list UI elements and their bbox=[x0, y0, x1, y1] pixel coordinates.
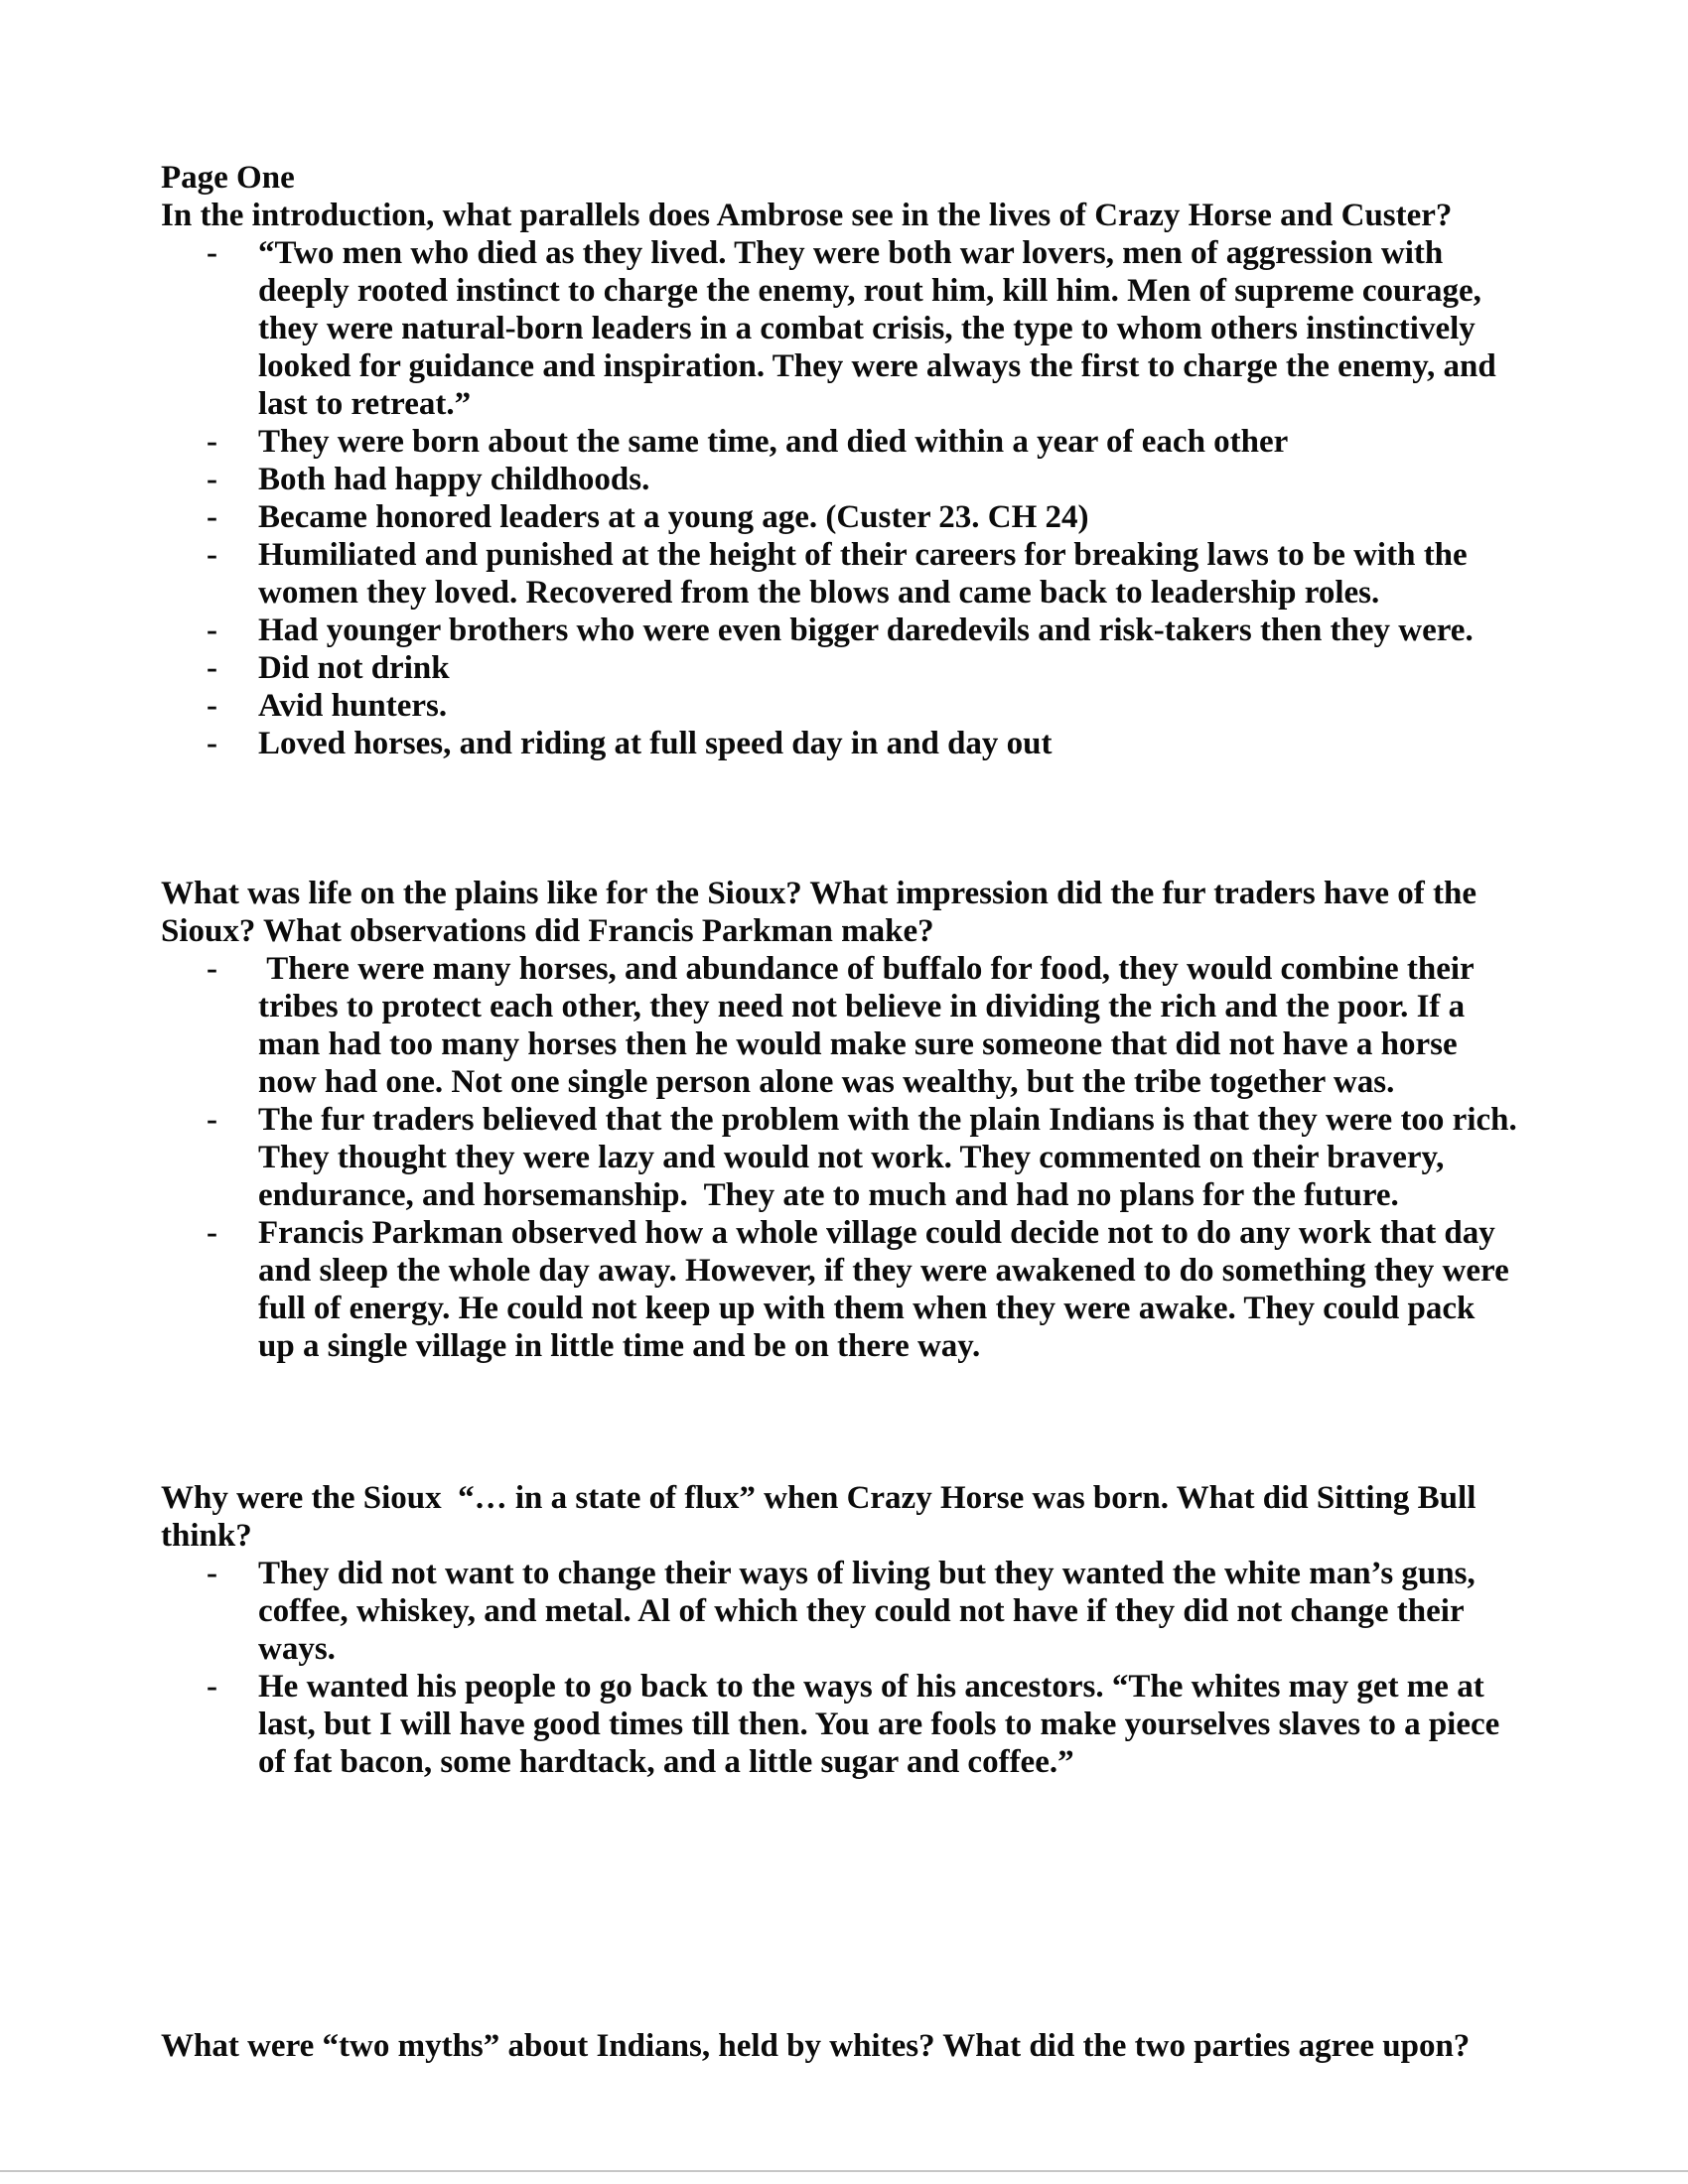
bullet-text: Had younger brothers who were even bigger daredevils and risk-takers then they were. bbox=[258, 613, 1474, 648]
section-parallels bbox=[161, 159, 1519, 762]
bullet-text: Francis Parkman observed how a whole village could decide not to do any work that day and sleep the whole day away. However, if they were awakened to do something they were full of energy. He could not keep up with them when they were awake. They could pack up a single village in little time and be on there way. bbox=[258, 1215, 1517, 1364]
bullet-dash-icon: - bbox=[207, 613, 217, 648]
bullet-dash-icon: - bbox=[207, 688, 217, 724]
section-heading: Why were the Sioux “… in a state of flux” when Crazy Horse was born. What did Sitting Bull think? bbox=[161, 1480, 1484, 1554]
bullet-dash-icon: - bbox=[207, 462, 217, 497]
bullet-text: The fur traders believed that the problem with the plain Indians is that they were too rich. They thought they were lazy and would not work. They commented on their bravery, endurance, and horsemanship. They ate to much and had no plans for the future. bbox=[258, 1102, 1525, 1213]
bullet-dash-icon: - bbox=[207, 650, 217, 686]
bullet-dash-icon: - bbox=[207, 1102, 217, 1138]
page-bottom-edge bbox=[0, 2170, 1688, 2172]
bullet-dash-icon: - bbox=[207, 1215, 217, 1251]
section-sioux-life bbox=[161, 875, 1525, 1365]
list-item bbox=[207, 725, 1519, 762]
list-item bbox=[207, 612, 1519, 649]
list-item bbox=[207, 950, 1519, 1101]
bullet-dash-icon: - bbox=[207, 1669, 217, 1705]
list-item bbox=[207, 687, 1519, 725]
list-item bbox=[207, 1555, 1519, 1668]
bullet-text: Loved horses, and riding at full speed day in and day out bbox=[258, 726, 1053, 761]
list-item bbox=[207, 536, 1519, 612]
bullet-dash-icon: - bbox=[207, 951, 217, 987]
bullet-dash-icon: - bbox=[207, 1556, 217, 1591]
bullet-list bbox=[161, 234, 1519, 762]
bullet-text: There were many horses, and abundance of buffalo for food, they would combine their tribes to protect each other, they need not believe in dividing the rich and the poor. If a man had too many horses then he would make sure someone that did not have a horse now had one. Not one single person alone was wealthy, but the tribe together was. bbox=[258, 951, 1482, 1100]
list-item bbox=[207, 498, 1519, 536]
section-heading: What was life on the plains like for the Sioux? What impression did the fur traders have of the Sioux? What observations did Francis Parkman make? bbox=[161, 876, 1485, 949]
bullet-text: Humiliated and punished at the height of their careers for breaking laws to be with the women they loved. Recovered from the blows and came back to leadership roles. bbox=[258, 537, 1476, 611]
bullet-text: They did not want to change their ways of living but they wanted the white man’s guns, coffee, whiskey, and metal. Al of which they could not have if they did not change their ways. bbox=[258, 1556, 1483, 1667]
bullet-list bbox=[161, 1555, 1519, 1781]
section-two-myths bbox=[161, 2027, 1519, 2065]
page-title: Page One bbox=[161, 160, 295, 196]
section-heading: What were “two myths” about Indians, held by whites? What did the two parties agree upon? bbox=[161, 2028, 1471, 2064]
section-state-of-flux bbox=[161, 1479, 1519, 1781]
section-heading: In the introduction, what parallels does Ambrose see in the lives of Crazy Horse and Custer? bbox=[161, 198, 1453, 233]
bullet-dash-icon: - bbox=[207, 537, 217, 573]
bullet-text: Avid hunters. bbox=[258, 688, 448, 724]
bullet-text: Both had happy childhoods. bbox=[258, 462, 650, 497]
list-item bbox=[207, 649, 1519, 687]
bullet-text: He wanted his people to go back to the ways of his ancestors. “The whites may get me at last, but I will have good times till then. You are fools to make yourselves slaves to a piece of fat bacon, some hardtack, and a little sugar and coffee.” bbox=[258, 1669, 1508, 1780]
list-item bbox=[207, 234, 1519, 423]
bullet-dash-icon: - bbox=[207, 235, 217, 271]
list-item bbox=[207, 1214, 1519, 1365]
bullet-dash-icon: - bbox=[207, 424, 217, 460]
bullet-dash-icon: - bbox=[207, 726, 217, 761]
list-item bbox=[207, 1668, 1519, 1781]
bullet-list bbox=[161, 950, 1525, 1365]
bullet-dash-icon: - bbox=[207, 499, 217, 535]
bullet-text: Did not drink bbox=[258, 650, 450, 686]
list-item bbox=[207, 1101, 1525, 1214]
bullet-text: They were born about the same time, and died within a year of each other bbox=[258, 424, 1289, 460]
list-item bbox=[207, 423, 1519, 461]
bullet-text: “Two men who died as they lived. They were both war lovers, men of aggression with deeply rooted instinct to charge the enemy, rout him, kill him. Men of supreme courage, they were natural-born leaders in a combat crisis, the type to whom others instinctively looked for guidance and inspiration. They were always the first to charge the enemy, and last to retreat.” bbox=[258, 235, 1504, 422]
list-item bbox=[207, 461, 1519, 498]
bullet-text: Became honored leaders at a young age. (Custer 23. CH 24) bbox=[258, 499, 1089, 535]
